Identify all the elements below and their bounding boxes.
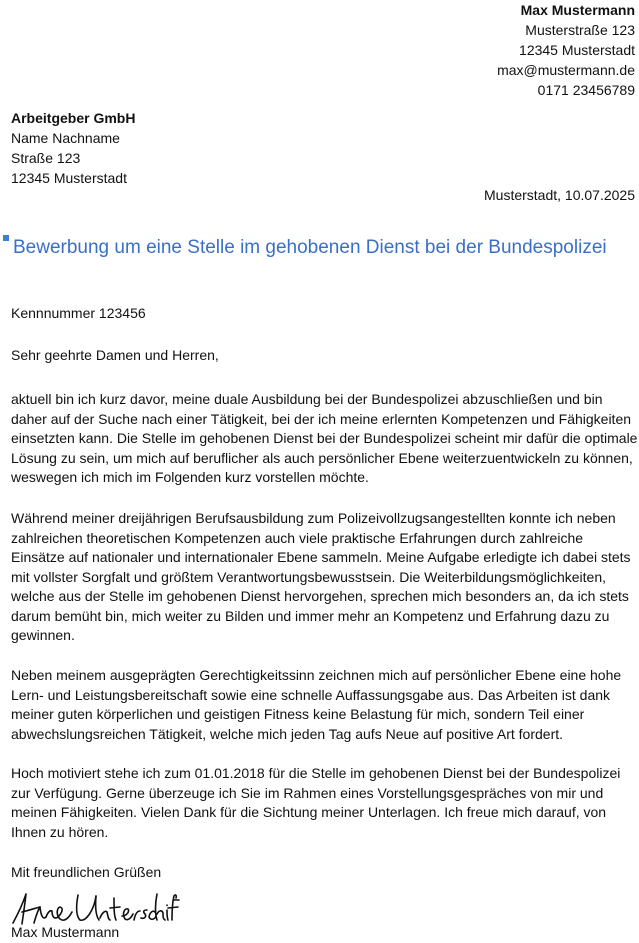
- sender-email: max@mustermann.de: [497, 62, 635, 78]
- sender-phone: 0171 23456789: [537, 82, 635, 98]
- sender-city: 12345 Musterstadt: [519, 42, 635, 58]
- subject-marker-icon: [3, 235, 9, 241]
- recipient-block: [11, 108, 135, 188]
- body-paragraph: Während meiner dreijährigen Berufsausbildung zum Polizeivollzugsangestellten konnte ich neben zahlreichen theoretischen Kompetenzen auch viele praktische Erfahrungen durch zahlreiche Einsätze auf nationaler und internationaler Ebene sammeln. Meine Aufgabe erledigte ich dabei stets mit vollster Sorgfalt und größtem Verantwortungsbewusstsein. Die Weiterbildungsmöglichkeiten, welche aus der Stelle im gehobenen Dienst hervorgehen, sprechen mich besonders an, da ich stets darum bemüht bin, mich weiter zu Bilden und immer mehr an Kompetenz und Erfahrung dazu zu gewinnen.: [11, 510, 631, 643]
- recipient-contact: Name Nachname: [11, 130, 120, 146]
- recipient-street: Straße 123: [11, 150, 81, 166]
- recipient-city: 12345 Musterstadt: [11, 170, 127, 186]
- salutation: Sehr geehrte Damen und Herren,: [11, 347, 219, 363]
- subject-text: Bewerbung um eine Stelle im gehobenen Dienst bei der Bundespolizei: [13, 237, 607, 258]
- subject-heading: [3, 231, 633, 265]
- sender-street: Musterstraße 123: [525, 22, 635, 38]
- signature-name: Max Mustermann: [11, 924, 120, 940]
- body-paragraph: aktuell bin ich kurz davor, meine duale Ausbildung bei der Bundespolizei abzuschließen und bin daher auf der Suche nach einer Tätigkeit, bei der ich meine erlernten Kompetenzen und Fähigkeiten einsetzten kann. Die Stelle im gehobenen Dienst bei der Bundespolizei scheint mir dafür die optimale Lösung zu sein, um mich auf beruflicher als auch persönlicher Ebene weiterzuentwickeln zu können, weswegen ich mich im Folgenden kurz vorstellen möchte.: [11, 391, 638, 485]
- date-line: Musterstadt, 10.07.2025: [484, 187, 635, 203]
- body-paragraph: Hoch motiviert stehe ich zum 01.01.2018 für die Stelle im gehobenen Dienst bei der Bundespolizei zur Verfügung. Gerne überzeuge ich Sie im Rahmen eines Vorstellungsgespräches von mir und meinen Fähigkeiten. Vielen Dank für die Sichtung meiner Unterlagen. Ich freue mich darauf, von Ihnen zu hören.: [11, 765, 621, 840]
- sender-name: Max Mustermann: [520, 2, 635, 18]
- body-paragraph: Neben meinem ausgeprägten Gerechtigkeitssinn zeichnen mich auf persönlicher Ebene eine hohe Lern- und Leistungsbereitschaft sowie eine schnelle Auffassungsgabe aus. Das Arbeiten ist dank meiner guten körperlichen und geistigen Fitness keine Belastung für mich, sondern Teil einer abwechslungsreichen Tätigkeit, welche mich jeden Tag aufs Neue auf positive Art fordert.: [11, 667, 622, 742]
- reference-number: Kennnummer 123456: [11, 305, 146, 321]
- sender-block: [497, 0, 635, 100]
- recipient-company: Arbeitgeber GmbH: [11, 110, 136, 126]
- closing-line: Mit freundlichen Grüßen: [11, 864, 162, 880]
